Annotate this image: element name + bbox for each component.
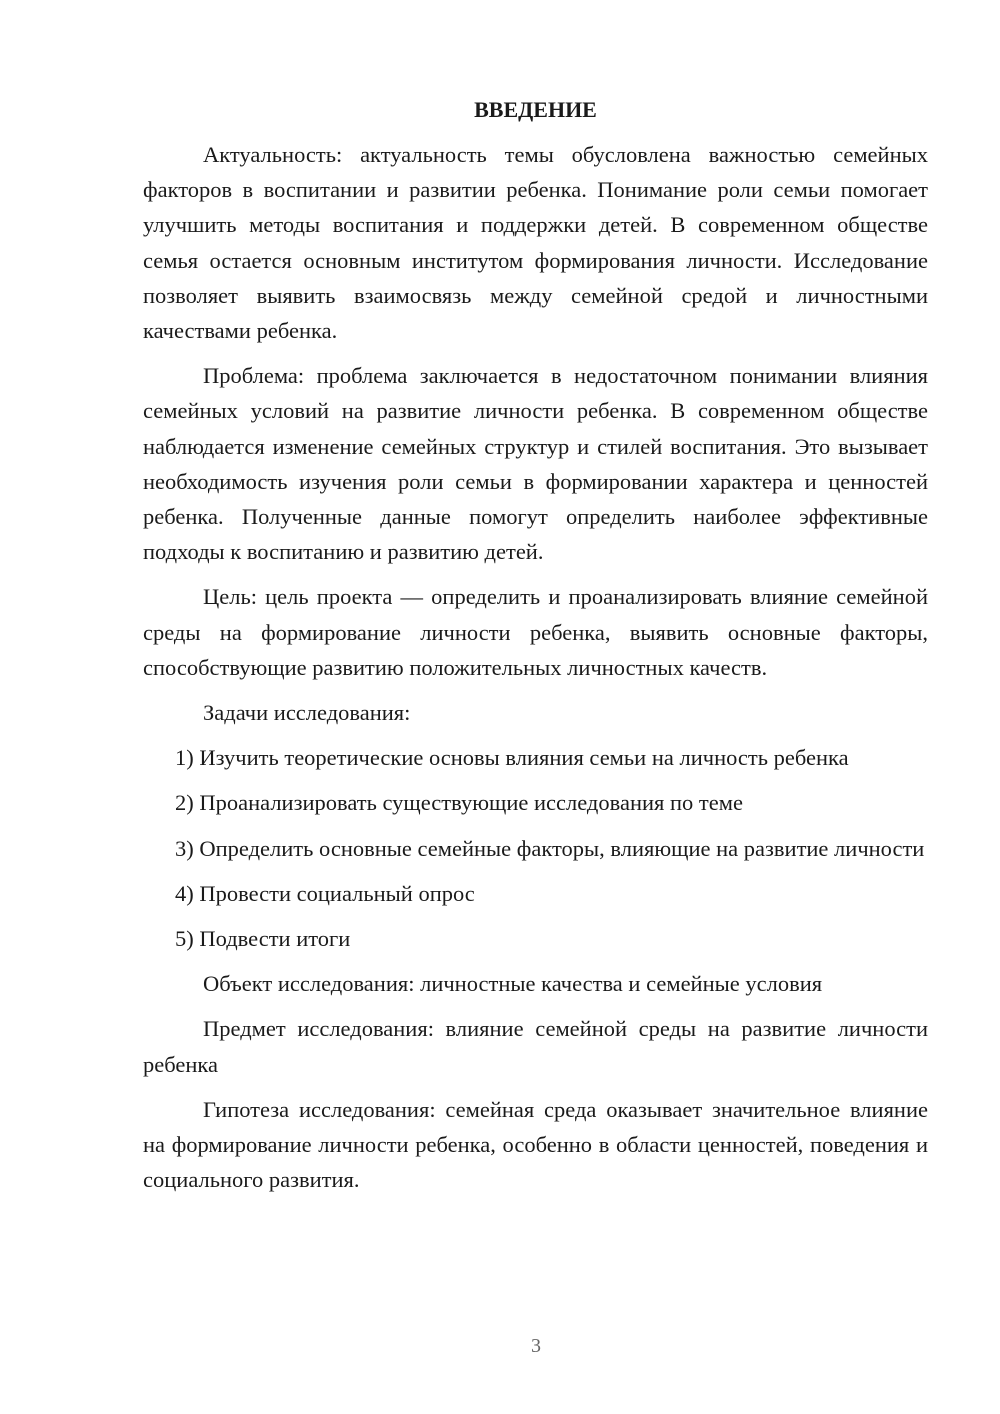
page-number: 3 (531, 1335, 541, 1357)
task-item-4: 4) Провести социальный опрос (175, 880, 475, 906)
task-item-2: 2) Проанализировать существующие исследования по теме (175, 790, 743, 816)
paragraph-relevance: Актуальность: актуальность темы обусловлена важностью семейных факторов в воспитании и развитии ребенка. Понимание роли семьи помогает улучшить методы воспитания и поддержки детей. В современном обществе семья остается основным институтом формирования личности. Исследование позволяет выявить взаимосвязь между семейной средой и личностными качествами ребенка. (143, 142, 928, 344)
task-item-3: 3) Определить основные семейные факторы, влияющие на развитие личности (175, 835, 925, 861)
task-item-1: 1) Изучить теоретические основы влияния семьи на личность ребенка (175, 745, 849, 771)
paragraph-hypothesis: Гипотеза исследования: семейная среда оказывает значительное влияние на формирование личности ребенка, особенно в области ценностей, поведения и социального развития. (143, 1096, 928, 1193)
paragraph-object: Объект исследования: личностные качества и семейные условия (203, 971, 823, 997)
paragraph-goal: Цель: цель проекта — определить и проанализировать влияние семейной среды на формирование личности ребенка, выявить основные факторы, способствующие развитию положительных личностных качеств. (143, 584, 928, 680)
section-title: ВВЕДЕНИЕ (474, 97, 597, 122)
page-content (143, 92, 928, 1207)
paragraph-subject: Предмет исследования: влияние семейной среды на развитие личности ребенка (143, 1016, 928, 1077)
task-item-5: 5) Подвести итоги (175, 926, 351, 952)
paragraph-tasks-heading: Задачи исследования: (203, 700, 411, 726)
paragraph-problem: Проблема: проблема заключается в недостаточном понимании влияния семейных условий на развитие личности ребенка. В современном обществе наблюдается изменение семейных структур и стилей воспитания. Это вызывает необходимость изучения роли семьи в формировании характера и ценностей ребенка. Полученные данные помогут определить наиболее эффективные подходы к воспитанию и развитию детей. (143, 363, 928, 565)
